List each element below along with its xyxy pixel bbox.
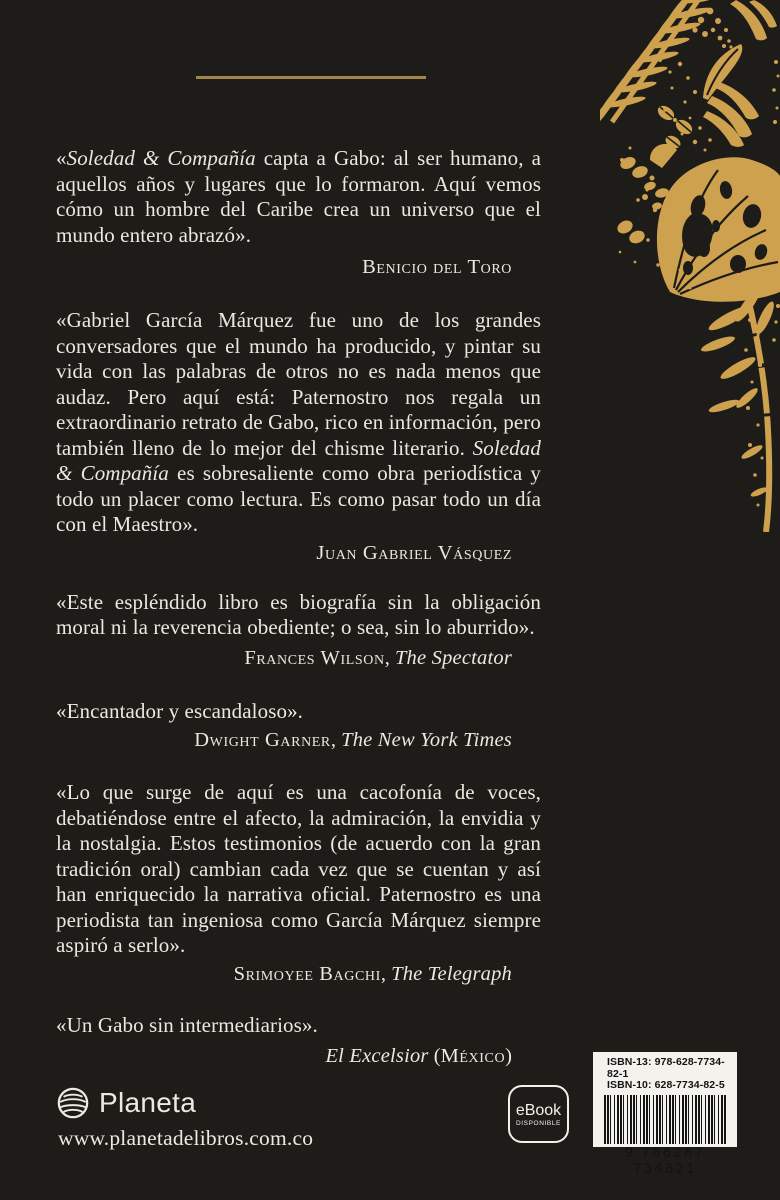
isbn-10: ISBN-10: 628-7734-82-5	[607, 1079, 725, 1091]
attribution-location: México	[440, 1045, 506, 1067]
quote-text-segment: es sobresaliente como obra periodística y todo un placer como lectura. Es como pasar todo un día con el Maestro».	[56, 461, 541, 536]
quote-attribution	[56, 727, 541, 753]
isbn-13: ISBN-13: 978-628-7734-82-1	[607, 1056, 725, 1080]
blurbs-column	[56, 0, 541, 1069]
attribution-separator: ,	[384, 646, 395, 669]
quote-text-segment: «Encantador y escandaloso».	[56, 698, 304, 723]
quote-attribution	[56, 645, 541, 671]
quote-text-segment: capta a Gabo: al ser humano, a aquellos años y lugares que lo formaron. Aquí vemos cómo un hombre del Caribe crea un universo que el mundo entero abrazó».	[56, 146, 542, 247]
quote-attribution	[56, 540, 541, 566]
barcode-bars	[604, 1095, 726, 1144]
attribution-name: Srimoyee Bagchi	[233, 962, 381, 985]
publisher-brand	[56, 1086, 196, 1120]
quote-text-segment: «Lo que surge de aquí es una cacofonía de voces, debatiéndose entre el afecto, la admiración, la envidia y la nostalgia. Estos testimonios (de acuerdo con la gran tradición oral) cambian cada vez que se cuentan y así han enriquecido la narrativa oficial. Paternostro es una periodista tan ingeniosa como García Márquez siempre aspiró a serlo».	[56, 780, 541, 957]
quote-block	[56, 308, 541, 566]
quote-attribution	[56, 254, 541, 280]
ebook-badge-subtitle: DISPONIBLE	[515, 1119, 561, 1127]
quote-block	[56, 699, 541, 754]
attribution-source: The Spectator	[394, 646, 512, 669]
attribution-separator: )	[505, 1045, 512, 1067]
attribution-separator: ,	[330, 729, 342, 751]
quote-block	[56, 1013, 541, 1070]
quote-text	[56, 590, 541, 641]
ebook-badge-title: eBook	[515, 1101, 562, 1119]
attribution-source: The New York Times	[341, 729, 512, 751]
attribution-name: Juan Gabriel Vásquez	[316, 541, 512, 564]
attribution-source: The Telegraph	[391, 962, 512, 985]
quote-text	[56, 308, 541, 538]
quote-text-segment: «Este espléndido libro es biografía sin la obligación moral ni la reverencia obediente; o sea, sin lo aburrido».	[56, 589, 541, 639]
quote-text-segment: «Un Gabo sin intermediarios».	[56, 1012, 318, 1037]
quote-text	[56, 1013, 541, 1039]
quote-block	[56, 146, 541, 280]
quote-text	[56, 146, 541, 248]
barcode-label	[593, 1052, 737, 1177]
attribution-name: Dwight Garner	[194, 729, 331, 751]
publisher-website: www.planetadelibros.com.co	[58, 1126, 314, 1150]
attribution-source: El Excelsior	[325, 1045, 429, 1067]
quote-text-segment: «	[56, 146, 67, 170]
attribution-separator: ,	[380, 962, 392, 985]
attribution-name: Frances Wilson	[244, 646, 385, 669]
attribution-separator: (	[428, 1045, 441, 1067]
attribution-name: Benicio del Toro	[362, 256, 512, 278]
book-title-italic: Soledad & Compañía	[66, 146, 256, 170]
quote-attribution	[56, 1043, 541, 1069]
quote-text	[56, 699, 541, 725]
quote-text-segment: «Gabriel García Márquez fue uno de los grandes conversadores que el mundo ha producido, y pintar su vida con las palabras de otros no es nada menos que audaz. Pero aquí está: Paternostro nos regala un extraordinario retrato de Gabo, rico en información, pero también lleno de lo mejor del chisme literario.	[56, 308, 541, 460]
planeta-globe-icon	[56, 1086, 90, 1120]
barcode-number: 9 786287 734821	[624, 1144, 706, 1177]
quote-block	[56, 780, 541, 987]
ebook-badge	[508, 1085, 569, 1143]
quote-attribution	[56, 961, 541, 987]
quote-block	[56, 590, 541, 671]
tropical-foliage-illustration	[600, 0, 780, 532]
publisher-name: Planeta	[99, 1087, 197, 1118]
quote-text	[56, 780, 541, 959]
book-title-italic: Soledad & Compañía	[56, 435, 541, 485]
